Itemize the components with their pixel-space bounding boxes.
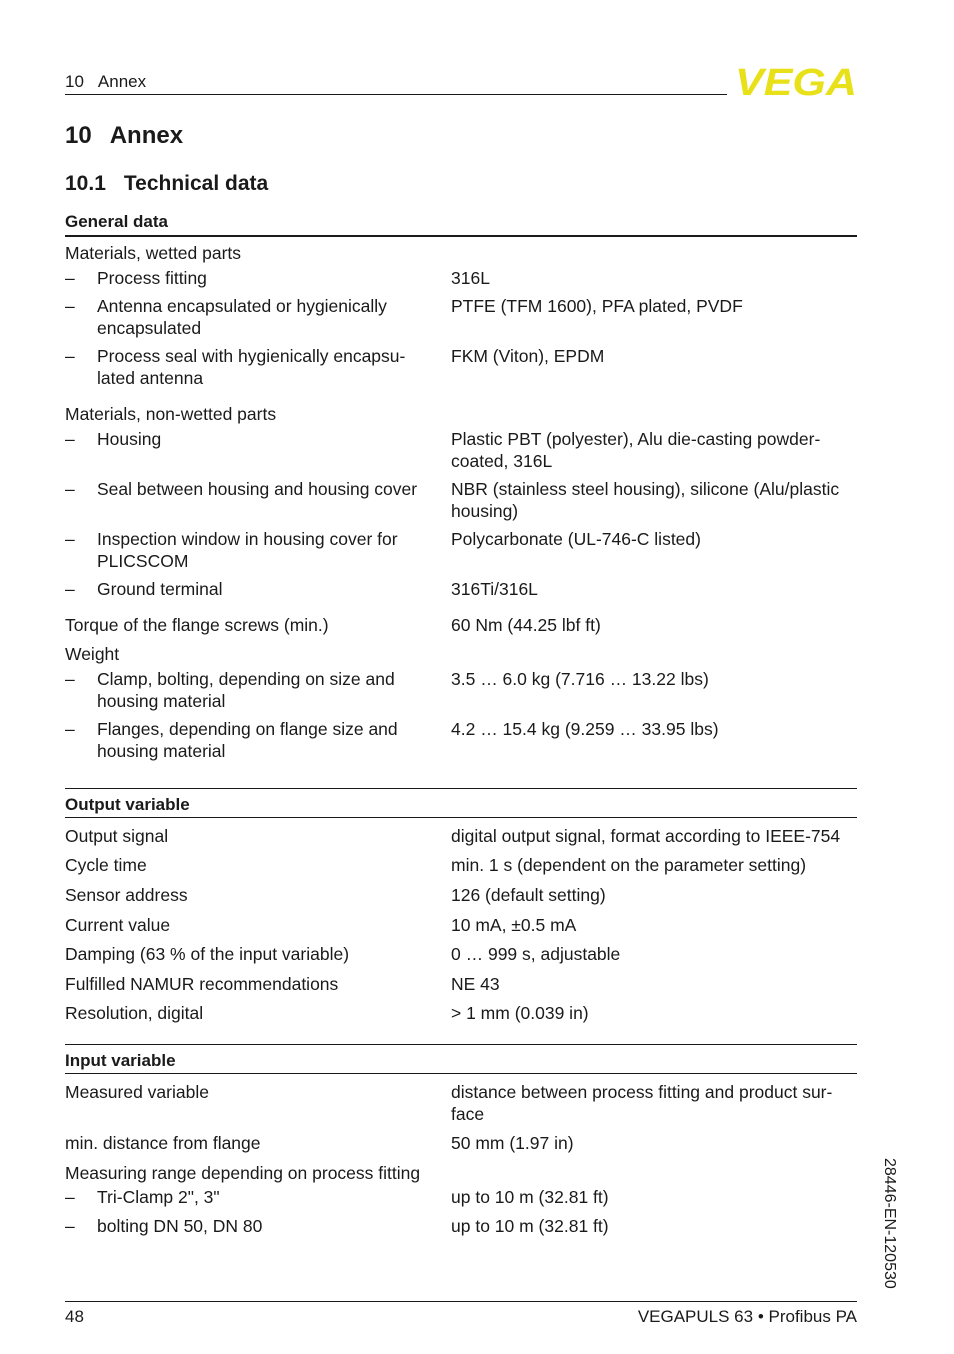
- weight-label: Weight: [65, 644, 120, 664]
- cycle-time-label: Cycle time: [65, 855, 147, 875]
- running-header: [65, 72, 146, 92]
- output-rule: [65, 817, 857, 818]
- running-header-title: Annex: [97, 72, 147, 91]
- spec-value: PTFE (TFM 1600), PFA plated, PVDF: [451, 296, 743, 316]
- input-top-rule: [65, 1044, 857, 1045]
- sensor-address-label: Sensor address: [65, 885, 188, 905]
- measuring-range-label: Measuring range depending on process fitting: [65, 1163, 421, 1183]
- chapter-name: Annex: [109, 122, 184, 149]
- output-signal-value: digital output signal, format according to IEEE-754: [451, 826, 841, 846]
- spec-value: 316Ti/316L: [451, 579, 538, 599]
- output-variable-heading: Output variable: [65, 795, 190, 814]
- spec-value: 3.5 … 6.0 kg (7.716 … 13.22 lbs): [451, 669, 709, 689]
- spec-value: Plastic PBT (polyester), Alu die-casting powder-coated, 316L: [451, 429, 821, 471]
- measured-variable-label: Measured variable: [65, 1082, 209, 1102]
- footer-product: VEGAPULS 63 • Profibus PA: [637, 1307, 857, 1326]
- output-top-rule: [65, 788, 857, 789]
- nonwetted-parts-label: Materials, non-wetted parts: [65, 404, 277, 424]
- header-rule: [65, 94, 727, 95]
- spec-value: FKM (Viton), EPDM: [451, 346, 605, 366]
- spec-value: up to 10 m (32.81 ft): [451, 1216, 609, 1236]
- resolution-value: > 1 mm (0.039 in): [451, 1003, 589, 1023]
- namur-value: NE 43: [451, 974, 500, 994]
- section-title: [65, 172, 268, 196]
- vega-logo: [735, 62, 859, 100]
- output-signal-label: Output signal: [65, 826, 169, 846]
- section-name: Technical data: [123, 172, 269, 195]
- input-variable-heading: Input variable: [65, 1051, 176, 1070]
- spec-value: 316L: [451, 268, 490, 288]
- svg-text:VEGA: VEGA: [735, 62, 857, 100]
- min-distance-label: min. distance from flange: [65, 1133, 261, 1153]
- namur-label: Fulfilled NAMUR recommendations: [65, 974, 339, 994]
- resolution-label: Resolution, digital: [65, 1003, 204, 1023]
- running-header-number: 10: [65, 72, 84, 91]
- measured-variable-value: distance between process fitting and product sur-face: [451, 1082, 833, 1124]
- spec-value: Polycarbonate (UL-746-C listed): [451, 529, 701, 549]
- min-distance-value: 50 mm (1.97 in): [451, 1133, 574, 1153]
- wetted-parts-label: Materials, wetted parts: [65, 243, 242, 263]
- sensor-address-value: 126 (default setting): [451, 885, 606, 905]
- damping-label: Damping (63 % of the input variable): [65, 944, 350, 964]
- page-number: 48: [65, 1307, 84, 1326]
- chapter-title: [65, 122, 183, 150]
- document-code: 28446-EN-120530: [881, 1158, 898, 1289]
- spec-value: 4.2 … 15.4 kg (9.259 … 33.95 lbs): [451, 719, 719, 739]
- spec-value: NBR (stainless steel housing), silicone (Alu/plastic housing): [451, 479, 840, 521]
- torque-value: 60 Nm (44.25 lbf ft): [451, 615, 601, 635]
- chapter-number: 10: [65, 122, 92, 149]
- current-value-value: 10 mA, ±0.5 mA: [451, 915, 577, 935]
- input-rule: [65, 1073, 857, 1074]
- general-data-heading: General data: [65, 212, 168, 231]
- cycle-time-value: min. 1 s (dependent on the parameter setting): [451, 855, 807, 875]
- section-number: 10.1: [65, 172, 106, 195]
- spec-value: up to 10 m (32.81 ft): [451, 1187, 609, 1207]
- torque-label: Torque of the flange screws (min.): [65, 615, 329, 635]
- footer-rule: [65, 1301, 857, 1302]
- current-value-label: Current value: [65, 915, 171, 935]
- damping-value: 0 … 999 s, adjustable: [451, 944, 621, 964]
- general-data-rule: [65, 235, 857, 237]
